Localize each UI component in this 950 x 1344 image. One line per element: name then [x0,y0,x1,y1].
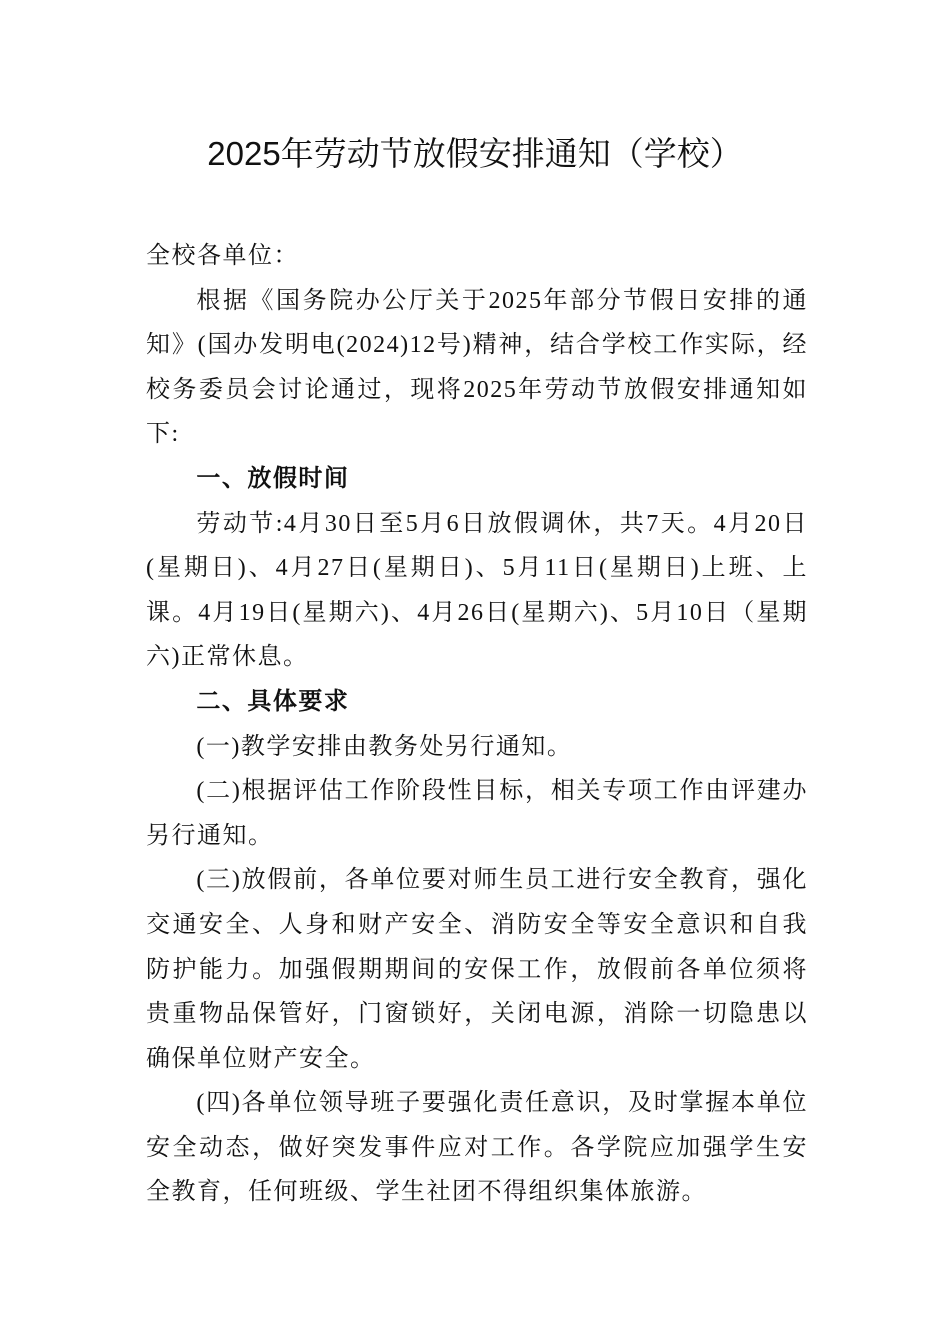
intro-paragraph: 根据《国务院办公厅关于2025年部分节假日安排的通知》(国办发明电(2024)12号)精神，结合学校工作实际，经校务委员会讨论通过，现将2025年劳动节放假安排通知如下: [146,287,808,448]
section-heading-requirements: 二、具体要求 [196,687,350,715]
requirement-item-1: (一)教学安排由教务处另行通知。 [196,733,573,760]
document-body [146,234,808,1215]
requirement-item-4: (四)各单位领导班子要强化责任意识，及时掌握本单位安全动态，做好突发事件应对工作。各学院应加强学生安全教育，任何班级、学生社团不得组织集体旅游。 [146,1090,808,1206]
holiday-time-paragraph: 劳动节:4月30日至5月6日放假调休，共7天。4月20日(星期日)、4月27日(星期日)、5月11日(星期日)上班、上课。4月19日(星期六)、4月26日(星期六)、5月10日（星期六)正常休息。 [146,510,808,671]
section-heading-holiday-time: 一、放假时间 [196,464,350,492]
requirement-item-3: (三)放假前，各单位要对师生员工进行安全教育，强化交通安全、人身和财产安全、消防安全等安全意识和自我防护能力。加强假期期间的安保工作，放假前各单位须将贵重物品保管好，门窗锁好，关闭电源，消除一切隐患以确保单位财产安全。 [146,867,808,1072]
requirement-item-2: (二)根据评估工作阶段性目标，相关专项工作由评建办另行通知。 [146,778,808,849]
salutation: 全校各单位： [146,243,299,269]
document-title: 2025年劳动节放假安排通知（学校） [207,135,743,172]
